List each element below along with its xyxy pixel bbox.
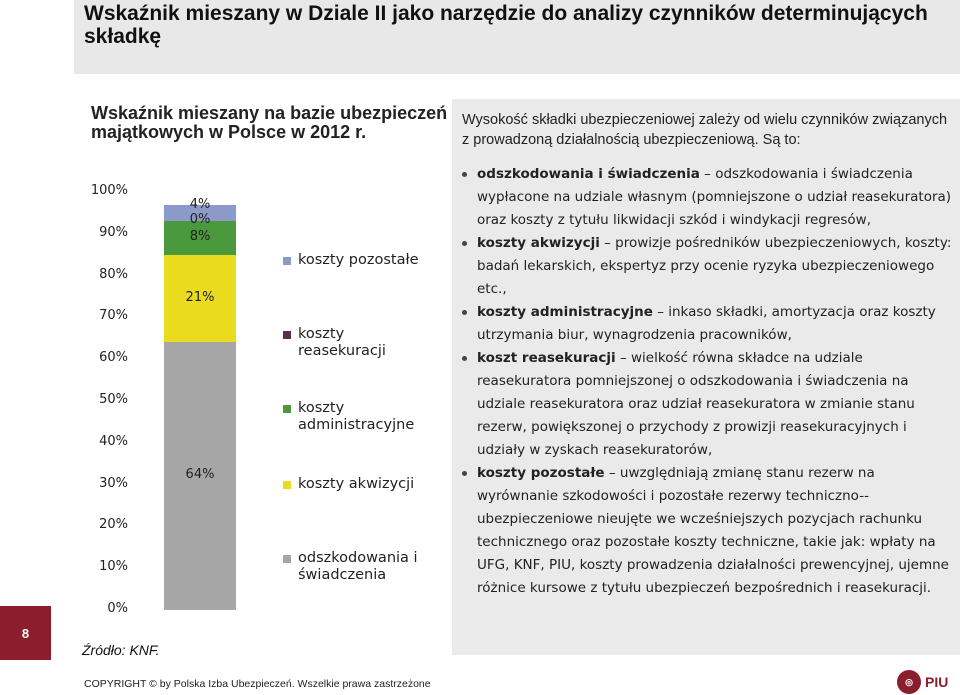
list-item [462, 347, 952, 462]
y-tick-label: 90% [99, 224, 128, 240]
y-tick-label: 80% [99, 266, 128, 282]
chart-source: Źródło: KNF. [82, 642, 160, 658]
y-tick-label: 0% [107, 601, 128, 616]
bullet-icon [462, 356, 467, 361]
legend-swatch [283, 405, 291, 413]
piu-logo-text: PIU [925, 674, 949, 690]
legend-swatch [283, 555, 291, 563]
list-item-text: – wielkość równa składce na udziale reasekuratora pomniejszonej o odszkodowania i świadczenia na udziale reasekuratora oraz udział reasekuratora w zmianie stanu rezerw, powiększonej o przychody z prowizji reasekuracyjnych i udziały w zyskach reasekuratorów, [477, 350, 915, 458]
data-label: 21% [185, 289, 215, 305]
list-item-term: koszty administracyjne [477, 304, 653, 320]
list-item-term: koszt reasekuracji [477, 350, 616, 366]
data-label: 4% [189, 197, 211, 213]
list-item-text: – odszkodowania i świadczenia wypłacone na udziale własnym (pomniejszone o udział reasekuratora) oraz koszty z tytułu likwidacji szkód i windykacji regresów, [477, 166, 952, 228]
legend-swatch [283, 257, 291, 265]
list-item [462, 163, 952, 232]
legend-swatch [283, 481, 291, 489]
list-item [462, 462, 952, 600]
y-tick-label: 50% [99, 392, 128, 407]
piu-logo [897, 670, 948, 694]
bullet-icon [462, 310, 467, 315]
data-label: 0% [189, 212, 211, 228]
list-item-text: – uwzględniają zmianę stanu rezerw na wyrównanie szkodowości i pozostałe rezerwy techniczno--ubezpieczeniowe nieujęte we wcześniejszych pozycjach rachunku technicznego oraz pozostałe koszty techniczne, takie jak: wpłaty na UFG, KNF, PIU, koszty prowadzenia działalności prewencyjnej, ujemne różnice kursowe z tytułu ubezpieczeń bezpośrednich i reasekuracji. [477, 465, 949, 596]
bullet-icon [462, 172, 467, 177]
y-tick-label: 10% [99, 559, 128, 575]
list-item-text: – prowizje pośredników ubezpieczeniowych, koszty: badań lekarskich, ekspertyz przy ocenie ryzyka ubezpieczeniowego etc., [477, 235, 952, 297]
y-tick-label: 60% [99, 350, 128, 366]
y-tick-label: 70% [99, 308, 128, 324]
legend-label: koszty pozostałe [298, 252, 419, 268]
list-item-term: koszty akwizycji [477, 235, 600, 251]
chart-title: Wskaźnik mieszany na bazie ubezpieczeń majątkowych w Polsce w 2012 r. [91, 103, 448, 142]
bullet-icon [462, 241, 467, 246]
list-item-term: koszty pozostałe [477, 465, 605, 481]
slide-title: Wskaźnik mieszany w Dziale II jako narzędzie do analizy czynników determinujących składkę [84, 2, 928, 48]
bullet-icon [462, 471, 467, 476]
legend-label: koszty administracyjne [298, 400, 415, 433]
legend-label: koszty reasekuracji [298, 326, 386, 359]
panel-intro: Wysokość składki ubezpieczeniowej zależy od wielu czynników związanych z prowadzoną działalnością ubezpieczeniową. Są to: [462, 112, 948, 148]
cost-factors-list [462, 163, 952, 600]
list-item-term: odszkodowania i świadczenia [477, 166, 700, 182]
legend-swatch [283, 331, 291, 339]
page-number: 8 [0, 606, 51, 660]
y-tick-label: 100% [90, 183, 128, 198]
data-label: 64% [185, 467, 215, 483]
legend-label: odszkodowania i świadczenia [298, 550, 418, 583]
y-tick-label: 20% [99, 517, 128, 533]
list-item [462, 232, 952, 301]
piu-logo-icon: ◎ [897, 670, 921, 694]
copyright-footer: COPYRIGHT © by Polska Izba Ubezpieczeń. Wszelkie prawa zastrzeżone [84, 678, 431, 690]
y-tick-label: 40% [99, 433, 128, 449]
list-item-text: – inkaso składki, amortyzacja oraz koszty utrzymania biur, wynagrodzenia pracowników, [477, 304, 936, 343]
data-label: 8% [189, 228, 211, 244]
y-tick-label: 30% [99, 475, 128, 491]
list-item [462, 301, 952, 347]
legend-label: koszty akwizycji [298, 476, 415, 492]
